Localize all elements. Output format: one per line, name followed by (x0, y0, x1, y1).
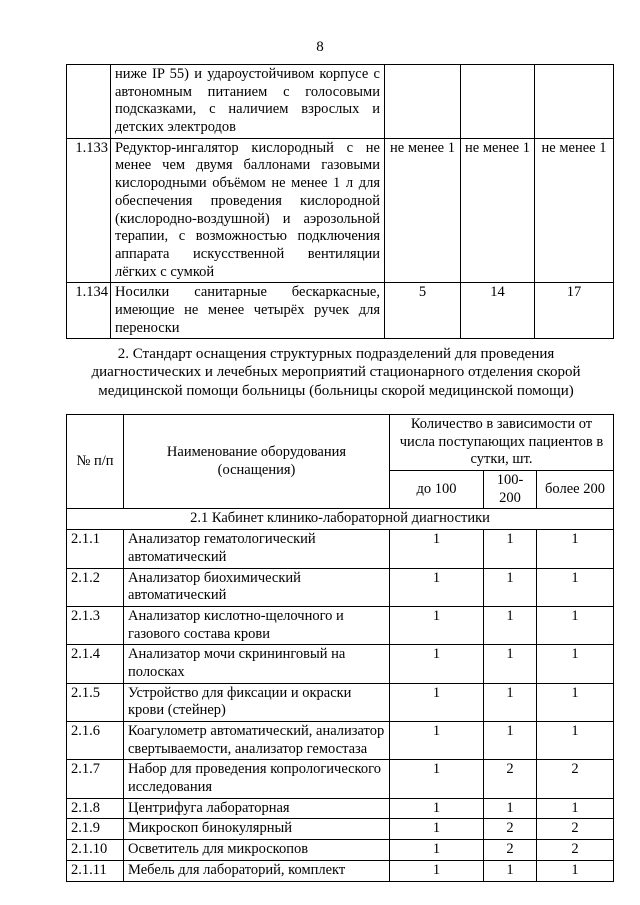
table-row (67, 819, 614, 840)
equipment-name: Коагулометр автоматический, анализатор свертываемости, анализатор гемостаза (124, 722, 390, 760)
qty-col-2 (461, 65, 535, 139)
equipment-name: Осветитель для микроскопов (124, 840, 390, 861)
qty-col-2: 1 (484, 645, 537, 683)
qty-col-1 (385, 65, 461, 139)
qty-col-1: 1 (390, 645, 484, 683)
equipment-table (66, 414, 614, 882)
qty-col-1: 1 (390, 819, 484, 840)
equipment-table-continued (66, 64, 614, 339)
row-number: 2.1.8 (67, 798, 124, 819)
row-number: 2.1.1 (67, 530, 124, 568)
qty-col-2: не менее 1 (461, 138, 535, 283)
equipment-name: Редуктор-ингалятор кислородный с не менее чем двумя баллонами газовыми кислородными объёмом не менее 1 л для обеспечения проведения кислородной (кислородно-воздушной) и аэрозольной терапии, с возможностью подключения аппарата искусственной вентиляции лёгких с сумкой (111, 138, 385, 283)
qty-col-1: 1 (390, 798, 484, 819)
col-header-name: Наименование оборудования (оснащения) (124, 415, 390, 509)
qty-col-1: 1 (390, 860, 484, 881)
row-number: 2.1.5 (67, 683, 124, 721)
qty-col-3: 1 (537, 722, 614, 760)
qty-col-3: 2 (537, 760, 614, 798)
col-header-100-200: 100-200 (484, 471, 537, 509)
equipment-name: Центрифуга лабораторная (124, 798, 390, 819)
equipment-name: Микроскоп бинокулярный (124, 819, 390, 840)
equipment-name: Анализатор мочи скрининговый на полосках (124, 645, 390, 683)
qty-col-2: 1 (484, 798, 537, 819)
table-row (67, 606, 614, 644)
row-number: 2.1.4 (67, 645, 124, 683)
col-header-up-to-100: до 100 (390, 471, 484, 509)
table-row (67, 860, 614, 881)
qty-col-2: 2 (484, 819, 537, 840)
qty-col-3: не менее 1 (535, 138, 614, 283)
equipment-name: Анализатор гематологический автоматический (124, 530, 390, 568)
equipment-name: Носилки санитарные бескаркасные, имеющие не менее четырёх ручек для переноски (111, 283, 385, 339)
qty-col-3: 1 (537, 606, 614, 644)
table-row (67, 683, 614, 721)
row-number: 2.1.7 (67, 760, 124, 798)
section-heading: 2. Стандарт оснащения структурных подразделений для проведения диагностических и лечебных мероприятий стационарного отделения скорой медицинской помощи больницы (больницы скорой медицинской помощи) (91, 346, 581, 399)
qty-col-1: 1 (390, 530, 484, 568)
row-number: 2.1.6 (67, 722, 124, 760)
qty-col-3 (535, 65, 614, 139)
qty-col-2: 1 (484, 860, 537, 881)
row-number: 2.1.10 (67, 840, 124, 861)
qty-col-3: 1 (537, 568, 614, 606)
qty-col-2: 1 (484, 606, 537, 644)
row-number: 2.1.9 (67, 819, 124, 840)
qty-col-1: 1 (390, 606, 484, 644)
row-number: 1.133 (67, 138, 111, 283)
qty-col-2: 2 (484, 760, 537, 798)
qty-col-3: 1 (537, 645, 614, 683)
table-row (67, 645, 614, 683)
qty-col-2: 2 (484, 840, 537, 861)
page-number: 8 (316, 39, 324, 55)
qty-col-3: 1 (537, 860, 614, 881)
table-row (67, 65, 614, 139)
qty-col-1: 5 (385, 283, 461, 339)
row-number: 2.1.11 (67, 860, 124, 881)
subsection-row (67, 509, 614, 530)
equipment-name: Набор для проведения копрологического исследования (124, 760, 390, 798)
equipment-name: Анализатор кислотно-щелочного и газового состава крови (124, 606, 390, 644)
qty-col-1: 1 (390, 683, 484, 721)
qty-col-1: 1 (390, 722, 484, 760)
qty-col-1: 1 (390, 840, 484, 861)
col-header-number: № п/п (67, 415, 124, 509)
qty-col-2: 1 (484, 683, 537, 721)
qty-col-3: 2 (537, 819, 614, 840)
qty-col-3: 1 (537, 798, 614, 819)
table-row (67, 722, 614, 760)
row-number: 2.1.2 (67, 568, 124, 606)
qty-col-2: 1 (484, 722, 537, 760)
table-row (67, 138, 614, 283)
qty-col-2: 1 (484, 568, 537, 606)
equipment-name: ниже IP 55) и удароустойчивом корпусе с автономным питанием с голосовыми подсказками, с наличием взрослых и детских электродов (111, 65, 385, 139)
qty-col-2: 1 (484, 530, 537, 568)
table-row (67, 530, 614, 568)
qty-col-1: не менее 1 (385, 138, 461, 283)
equipment-name: Мебель для лабораторий, комплект (124, 860, 390, 881)
row-number (67, 65, 111, 139)
row-number: 1.134 (67, 283, 111, 339)
qty-col-2: 14 (461, 283, 535, 339)
col-header-over-200: более 200 (537, 471, 614, 509)
qty-col-3: 17 (535, 283, 614, 339)
table-row (67, 798, 614, 819)
equipment-name: Анализатор биохимический автоматический (124, 568, 390, 606)
qty-col-3: 2 (537, 840, 614, 861)
qty-col-1: 1 (390, 760, 484, 798)
qty-col-3: 1 (537, 530, 614, 568)
row-number: 2.1.3 (67, 606, 124, 644)
equipment-name: Устройство для фиксации и окраски крови (стейнер) (124, 683, 390, 721)
qty-col-3: 1 (537, 683, 614, 721)
qty-col-1: 1 (390, 568, 484, 606)
table-row (67, 283, 614, 339)
table-header-row (67, 415, 614, 471)
col-header-qty-group: Количество в зависимости от числа поступающих пациентов в сутки, шт. (390, 415, 614, 471)
subsection-title: 2.1 Кабинет клинико-лабораторной диагностики (67, 509, 614, 530)
table-row (67, 568, 614, 606)
table-row (67, 760, 614, 798)
table-row (67, 840, 614, 861)
